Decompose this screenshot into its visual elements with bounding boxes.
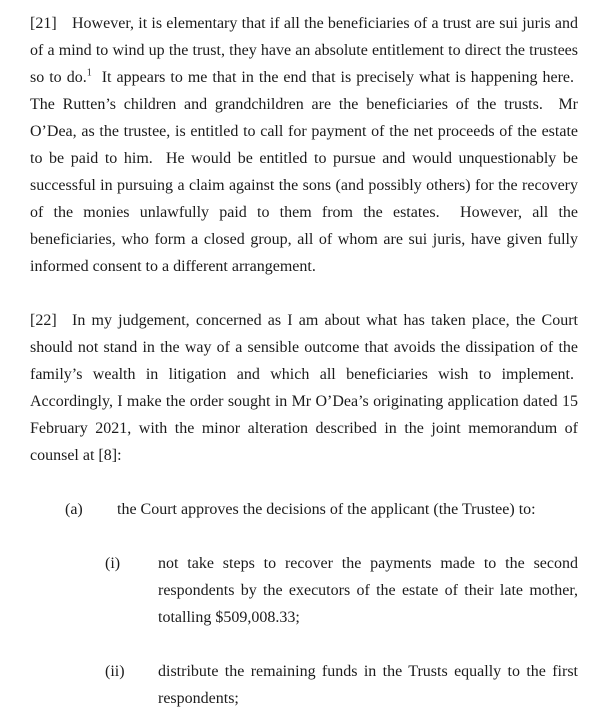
list-item-ii <box>30 658 578 712</box>
list-item-ii-text: distribute the remaining funds in the Trusts equally to the first respondents; <box>158 663 578 707</box>
paragraph-22-text: In my judgement, concerned as I am about what has taken place, the Court should not stand in the way of a sensible outcome that avoids the dissipation of the family’s wealth in litigation and which all beneficiaries wish to implement. Accordingly, I make the order sought in Mr O’Dea’s originating application dated 15 February 2021, with the minor alteration described in the joint memorandum of counsel at [8]: <box>30 312 578 464</box>
list-item-i-label: (i) <box>105 555 121 572</box>
paragraph-22-number: [22] <box>30 312 57 329</box>
list-item-a <box>30 496 578 523</box>
list-item-i-text: not take steps to recover the payments made to the second respondents by the executors of the estate of their late mother, totalling $509,008.33; <box>158 555 578 626</box>
list-item-i <box>30 550 578 631</box>
paragraph-21-number: [21] <box>30 15 57 32</box>
list-item-a-label: (a) <box>65 501 83 518</box>
list-item-a-text: the Court approves the decisions of the applicant (the Trustee) to: <box>117 501 536 518</box>
paragraph-21 <box>30 10 578 280</box>
footnote-reference-marker: 1 <box>86 67 92 79</box>
paragraph-22 <box>30 307 578 469</box>
paragraph-21-text-before-footnote: However, it is elementary that if all the beneficiaries of a trust are sui juris and of a mind to wind up the trust, they have an absolute entitlement to direct the trustees so to do. <box>30 15 578 86</box>
paragraph-21-text-after-footnote: It appears to me that in the end that is precisely what is happening here. The Rutten’s children and grandchildren are the beneficiaries of the trusts. Mr O’Dea, as the trustee, is entitled to call for payment of the net proceeds of the estate to be paid to him. He would be entitled to pursue and would unquestionably be successful in pursuing a claim against the sons (and possibly others) for the recovery of the monies unlawfully paid to them from the estates. However, all the beneficiaries, who form a closed group, all of whom are sui juris, have given fully informed consent to a different arrangement. <box>30 69 579 275</box>
list-item-ii-label: (ii) <box>105 663 125 680</box>
